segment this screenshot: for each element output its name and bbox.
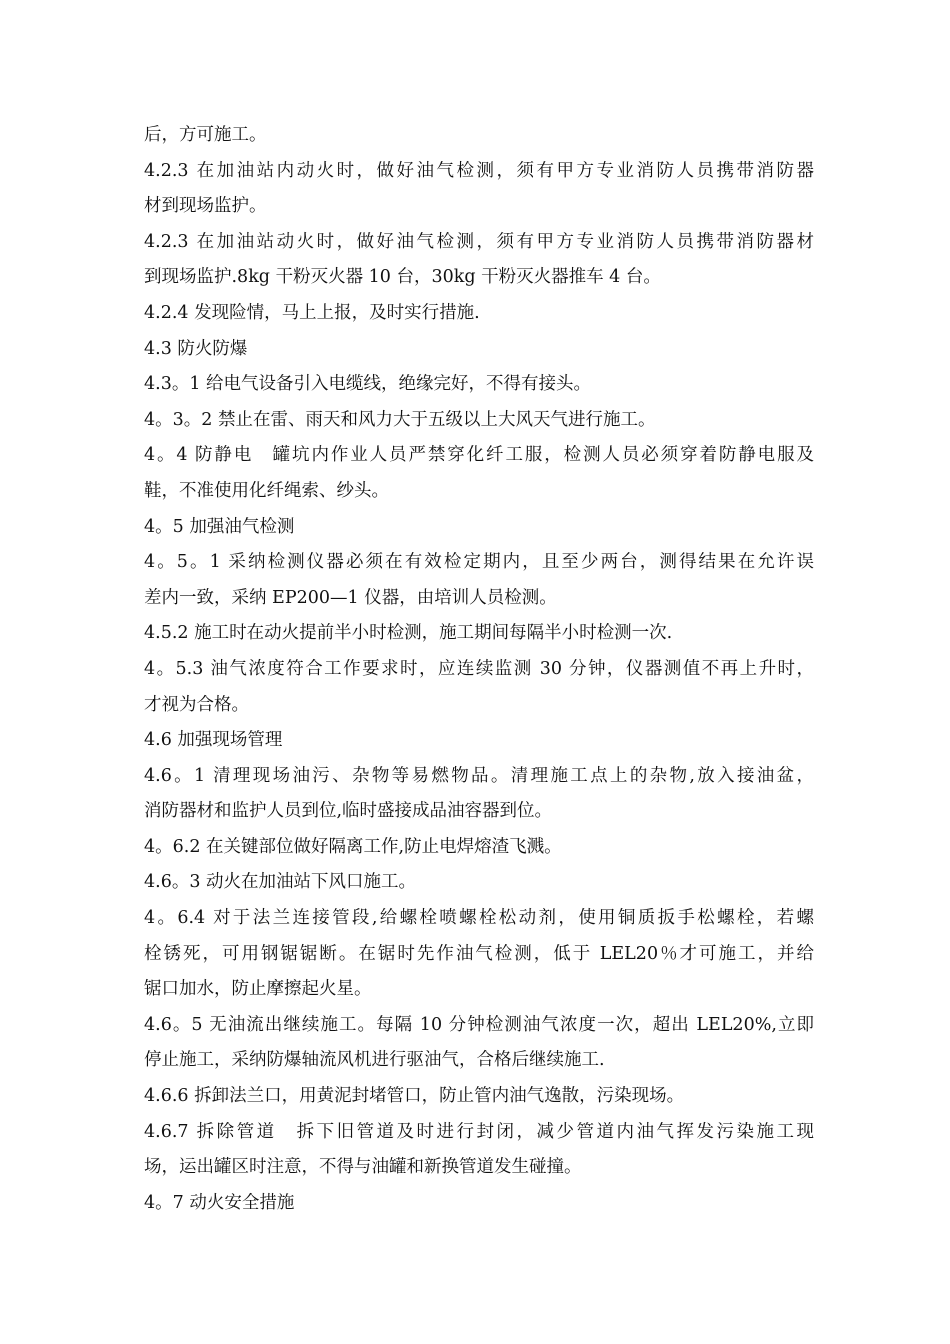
- text-line: 4。3。2 禁止在雷、雨天和风力大于五级以上大风天气进行施工。: [144, 409, 656, 430]
- text-line: 差内一致，采纳 EP200—1 仪器，由培训人员检测。: [144, 587, 557, 608]
- text-line: 4.2.3 在加油站动火时，做好油气检测，须有甲方专业消防人员携带消防器材: [144, 231, 814, 252]
- text-line: 场，运出罐区时注意，不得与油罐和新换管道发生碰撞。: [144, 1157, 582, 1178]
- text-line: 到现场监护.8kg 干粉灭火器 10 台，30kg 干粉灭火器推车 4 台。: [144, 267, 661, 288]
- text-line: 4.6。1 清理现场油污、杂物等易燃物品。清理施工点上的杂物,放入接油盆，: [144, 765, 814, 786]
- text-line: 4.3 防火防爆: [144, 338, 248, 359]
- text-line: 4。4 防静电 罐坑内作业人员严禁穿化纤工服，检测人员必须穿着防静电服及: [144, 445, 814, 466]
- text-line: 4.5.2 施工时在动火提前半小时检测，施工期间每隔半小时检测一次.: [144, 623, 673, 644]
- text-line: 4。6.4 对于法兰连接管段,给螺栓喷螺栓松动剂，使用铜质扳手松螺栓，若螺: [144, 908, 814, 929]
- text-line: 才视为合格。: [144, 694, 249, 715]
- text-line: 锯口加水，防止摩擦起火星。: [144, 979, 372, 1000]
- text-line: 消防器材和监护人员到位,临时盛接成品油容器到位。: [144, 801, 553, 822]
- text-line: 4.3。1 给电气设备引入电缆线，绝缘完好，不得有接头。: [144, 374, 592, 395]
- text-line: 4。5。1 采纳检测仪器必须在有效检定期内，且至少两台，测得结果在允许误: [144, 552, 814, 573]
- text-line: 4。7 动火安全措施: [144, 1192, 295, 1213]
- text-line: 材到现场监护。: [144, 196, 267, 217]
- text-line: 4.6.7 拆除管道 拆下旧管道及时进行封闭，减少管道内油气挥发污染施工现: [144, 1121, 814, 1142]
- document-body: [144, 118, 814, 1221]
- text-line: 4。5 加强油气检测: [144, 516, 295, 537]
- text-line: 4.6。5 无油流出继续施工。每隔 10 分钟检测油气浓度一次，超出 LEL20%,立即: [144, 1014, 814, 1035]
- text-line: 4。5.3 油气浓度符合工作要求时，应连续监测 30 分钟，仪器测值不再上升时，: [144, 658, 814, 679]
- text-line: 4.6。3 动火在加油站下风口施工。: [144, 872, 417, 893]
- text-line: 停止施工，采纳防爆轴流风机进行驱油气，合格后继续施工.: [144, 1050, 605, 1071]
- text-line: 后，方可施工。: [144, 125, 267, 145]
- text-line: 鞋，不准使用化纤绳索、纱头。: [144, 480, 389, 501]
- text-line: 4.6.6 拆卸法兰口，用黄泥封堵管口，防止管内油气逸散，污染现场。: [144, 1086, 685, 1107]
- text-line: 栓锈死，可用钢锯锯断。在锯时先作油气检测，低于 LEL20％才可施工，并给: [144, 943, 814, 964]
- text-line: 4。6.2 在关键部位做好隔离工作,防止电焊熔渣飞溅。: [144, 836, 562, 857]
- text-line: 4.2.4 发现险情，马上上报，及时实行措施.: [144, 302, 480, 323]
- text-line: 4.6 加强现场管理: [144, 730, 283, 751]
- text-line: 4.2.3 在加油站内动火时，做好油气检测，须有甲方专业消防人员携带消防器: [144, 160, 814, 181]
